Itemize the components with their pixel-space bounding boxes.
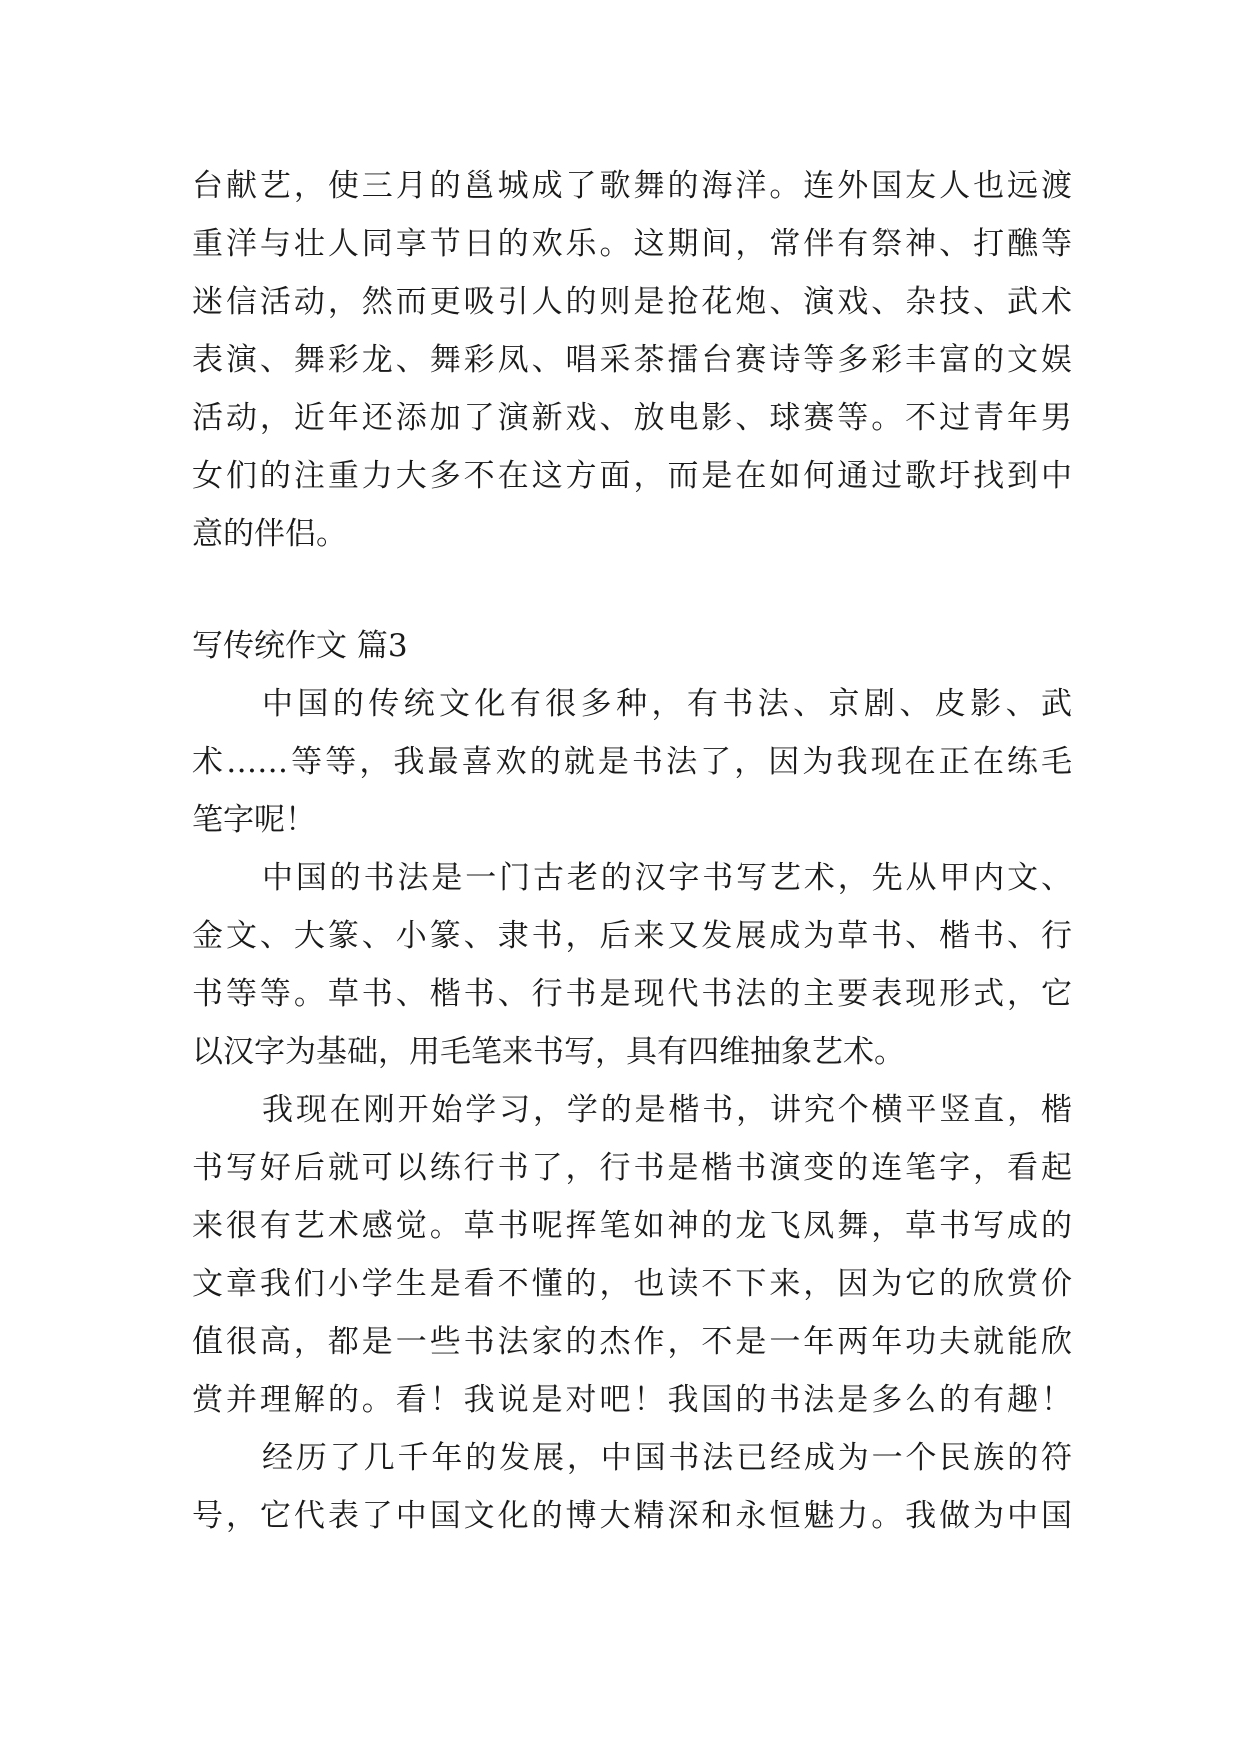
text-line: 迷信活动，然而更吸引人的则是抢花炮、演戏、杂技、武术 xyxy=(192,284,1072,320)
text-line: 笔字呢！ xyxy=(192,802,316,838)
text-line: 文章我们小学生是看不懂的，也读不下来，因为它的欣赏价 xyxy=(192,1266,1072,1302)
section-heading: 写传统作文 篇3 xyxy=(192,628,408,664)
text-line: 我现在刚开始学习，学的是楷书，讲究个横平竖直，楷 xyxy=(262,1092,1072,1128)
text-line: 书等等。草书、楷书、行书是现代书法的主要表现形式，它 xyxy=(192,976,1072,1012)
text-line: 书写好后就可以练行书了，行书是楷书演变的连笔字，看起 xyxy=(192,1150,1072,1186)
text-line: 以汉字为基础，用毛笔来书写，具有四维抽象艺术。 xyxy=(192,1034,905,1070)
text-line: 号，它代表了中国文化的博大精深和永恒魅力。我做为中国 xyxy=(192,1498,1072,1534)
text-line: 重洋与壮人同享节日的欢乐。这期间，常伴有祭神、打醮等 xyxy=(192,226,1072,262)
text-line: 术……等等，我最喜欢的就是书法了，因为我现在正在练毛 xyxy=(192,744,1072,780)
text-line: 活动，近年还添加了演新戏、放电影、球赛等。不过青年男 xyxy=(192,400,1072,436)
text-line: 金文、大篆、小篆、隶书，后来又发展成为草书、楷书、行 xyxy=(192,918,1072,954)
text-line: 中国的书法是一门古老的汉字书写艺术，先从甲内文、 xyxy=(262,860,1072,896)
text-line: 来很有艺术感觉。草书呢挥笔如神的龙飞凤舞，草书写成的 xyxy=(192,1208,1072,1244)
text-line: 女们的注重力大多不在这方面，而是在如何通过歌圩找到中 xyxy=(192,458,1072,494)
text-line: 经历了几千年的发展，中国书法已经成为一个民族的符 xyxy=(262,1440,1072,1476)
text-line: 赏并理解的。看！我说是对吧！我国的书法是多么的有趣！ xyxy=(192,1382,1072,1418)
text-line: 值很高，都是一些书法家的杰作，不是一年两年功夫就能欣 xyxy=(192,1324,1072,1360)
text-line: 表演、舞彩龙、舞彩凤、唱采茶擂台赛诗等多彩丰富的文娱 xyxy=(192,342,1072,378)
text-line: 台献艺，使三月的邕城成了歌舞的海洋。连外国友人也远渡 xyxy=(192,168,1072,204)
text-line: 意的伴侣。 xyxy=(192,516,347,552)
text-line: 中国的传统文化有很多种，有书法、京剧、皮影、武 xyxy=(262,686,1072,722)
